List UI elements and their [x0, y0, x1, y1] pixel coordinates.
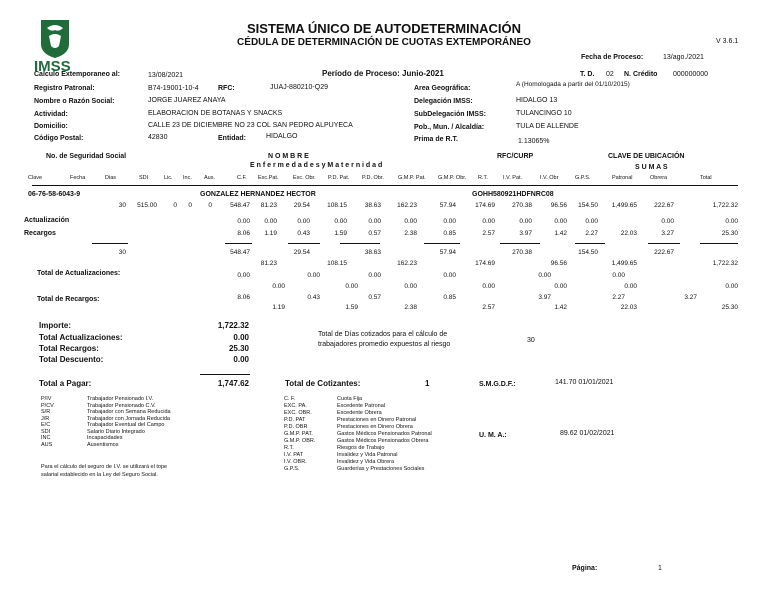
recargo-cell: 25.30 [721, 230, 738, 237]
column-header: R.T. [478, 175, 488, 181]
total-cell: 1,499.65 [611, 260, 637, 267]
legend-desc: Guarderías y Prestaciones Sociales [337, 466, 425, 472]
legend-code: P/IV [41, 396, 52, 402]
total-actualizaciones-label: Total de Actualizaciones: [37, 270, 121, 277]
cp-label: Código Postal: [34, 135, 84, 142]
legend-desc: Gastos Médicos Pensionados Patronal [337, 431, 432, 437]
actividad-label: Actividad: [34, 111, 68, 118]
total-act-cell: 0.00 [482, 283, 495, 290]
total-rec-cell: 2.27 [612, 294, 625, 301]
total-pagar-label: Total a Pagar: [39, 379, 92, 388]
total-act-cell: 0.00 [368, 272, 381, 279]
subtotal-rule [700, 243, 738, 244]
total-act-cell: 0.00 [345, 283, 358, 290]
total-act-cell: 0.00 [237, 272, 250, 279]
legend-code: R.T. [284, 445, 294, 451]
column-header: Patronal [612, 175, 633, 181]
legend-desc: Invalidez y Vida Patronal [337, 452, 398, 458]
column-header: Fecha [70, 175, 86, 181]
cell-value: 0 [188, 202, 192, 209]
cell-value: 0 [208, 202, 212, 209]
total-rec-cell: 0.85 [443, 294, 456, 301]
nombre-label: Nombre o Razón Social: [34, 98, 115, 105]
legend-desc: Trabajador Eventual del Campo [87, 422, 165, 428]
legend-code: INC [41, 435, 51, 441]
entidad-label: Entidad: [218, 135, 246, 142]
version: V 3.6.1 [716, 38, 739, 45]
column-header: Exc.Pat. [258, 175, 279, 181]
actualizacion-cell: 0.00 [404, 218, 417, 225]
total-cotizantes-label: Total de Cotizantes: [285, 379, 361, 388]
cp-value: 42830 [148, 134, 168, 141]
total-cell: 174.69 [475, 260, 495, 267]
column-header: Dias [105, 175, 117, 181]
total-cell: 96.56 [550, 260, 567, 267]
subtotal-rule [500, 243, 540, 244]
clave-header: CLAVE DE UBICACIÓN [608, 153, 685, 160]
cell-value: 515.00 [137, 202, 157, 209]
total-rec-cell: 3.97 [538, 294, 551, 301]
actualizacion-cell: 0.00 [725, 218, 738, 225]
total-act-cell: 0.00 [538, 272, 551, 279]
total-dias: 30 [118, 249, 126, 256]
legend-code: G.M.P. OBR. [284, 438, 316, 444]
legend-desc: Prestaciones en Dinero Patronal [337, 417, 417, 423]
legend-code: AUS [41, 441, 53, 448]
cell-value: 1,722.32 [712, 202, 738, 209]
recargo-cell: 8.06 [237, 230, 250, 237]
importe-label: Importe: [39, 321, 71, 330]
total-rec-cell: 8.06 [237, 294, 250, 301]
legend-desc: Invalidez y Vida Obrera [337, 459, 395, 465]
legend-desc: Salario Diario Integrado [87, 428, 145, 435]
column-header: G.M.P. Pat. [398, 175, 426, 181]
uma-label: U. M. A.: [479, 432, 507, 439]
total-act-value: 0.00 [233, 333, 249, 342]
column-header: I.V. Obr [540, 175, 559, 181]
cell-value: 174.69 [475, 202, 495, 209]
dias-cotizados-value: 30 [527, 337, 535, 344]
column-header: P.D. Pat. [328, 175, 350, 181]
recargo-cell: 3.27 [661, 230, 674, 237]
actualizacion-cell: 0.00 [264, 218, 277, 225]
actualizacion-cell: 0.00 [661, 218, 674, 225]
legend-desc: Excedente Obrera [337, 410, 382, 416]
total-cotizantes-value: 1 [425, 379, 430, 388]
worker-name: GONZALEZ HERNANDEZ HECTOR [200, 191, 316, 198]
nombre-header: N O M B R E [268, 153, 309, 160]
uma-value: 89.62 01/02/2021 [560, 430, 615, 437]
subtotal-rule [92, 243, 128, 244]
subtotal-rule [424, 243, 460, 244]
enfermedades-header: E n f e r m e d a d e s y M a t e r n i d a d [250, 162, 383, 169]
total-rec-cell: 3.27 [684, 294, 697, 301]
recargo-cell: 1.19 [264, 230, 277, 237]
sumas-header: S U M A S [635, 164, 668, 171]
total-rec-cell: 22.03 [620, 304, 637, 311]
recargo-cell: 2.27 [585, 230, 598, 237]
legend-code: J/R [41, 415, 50, 422]
actualizacion-cell: 0.00 [297, 218, 310, 225]
cell-value: 96.56 [550, 202, 567, 209]
rfc-value: JUAJ-880210-Q29 [270, 84, 328, 91]
page-title: SISTEMA ÚNICO DE AUTODETERMINACIÓN [247, 21, 521, 36]
column-header: Clave [28, 175, 43, 181]
legend-code: SDI [41, 428, 51, 435]
legend-code: C. F. [284, 396, 296, 402]
rfc-curp-header: RFC/CURP [497, 153, 534, 160]
total-rec-label: Total Recargos: [39, 344, 99, 353]
cell-value: 0 [173, 202, 177, 209]
recargo-cell: 2.38 [404, 230, 417, 237]
delegacion-label: Delegación IMSS: [414, 98, 473, 105]
cell-value: 548.47 [230, 202, 250, 209]
legend-code: S/R [41, 409, 51, 415]
legend-desc: Cuota Fija [337, 396, 363, 402]
subdelegacion-label: SubDelegación IMSS: [414, 111, 486, 118]
total-cell: 162.23 [397, 260, 417, 267]
legend-code: G.P.S. [284, 466, 300, 472]
cell-value: 162.23 [397, 202, 417, 209]
pob-label: Pob., Mun. / Alcaldía: [414, 124, 485, 131]
actualizacion-cell: 0.00 [554, 218, 567, 225]
iv-note-2: salarial establecido en la Ley del Seguro Social. [41, 472, 158, 478]
legend-desc: Trabajador Pensionado I.V. [87, 396, 154, 402]
recargo-cell: 2.57 [482, 230, 495, 237]
header-divider [32, 185, 738, 186]
pagina-value: 1 [658, 565, 662, 572]
pagina-label: Página: [572, 565, 598, 572]
recargo-cell: 0.57 [368, 230, 381, 237]
legend-code: E/C [41, 422, 51, 428]
entidad-value: HIDALGO [266, 133, 298, 140]
total-cell: 81.23 [260, 260, 277, 267]
column-header: Lic. [164, 175, 173, 181]
area-value: A (Homologada a partir del 01/10/2015) [516, 81, 630, 88]
total-cell: 57.94 [439, 249, 456, 256]
total-act-cell: 0.00 [554, 283, 567, 290]
actualizacion-cell: 0.00 [519, 218, 532, 225]
total-act-cell: 0.00 [624, 283, 637, 290]
prima-value: 1.13065% [518, 138, 550, 145]
recargos-label: Recargos [24, 230, 56, 237]
td-value: 02 [606, 71, 614, 78]
total-rec-cell: 1.59 [345, 304, 358, 311]
legend-code: EXC. PA. [284, 403, 307, 409]
actualizacion-cell: 0.00 [585, 218, 598, 225]
column-header: I.V. Pat. [503, 175, 523, 181]
column-header: Total [700, 175, 712, 181]
fecha-proceso: 13/ago./2021 [663, 54, 704, 61]
legend-desc: Ausentismos [87, 441, 119, 448]
nombre-value: JORGE JUAREZ ANAYA [148, 97, 226, 104]
subdelegacion-value: TULANCINGO 10 [516, 110, 572, 117]
registro-label: Registro Patronal: [34, 85, 95, 92]
nss-header: No. de Seguridad Social [46, 153, 127, 160]
td-label: T. D. [580, 71, 595, 78]
actividad-value: ELABORACION DE BOTANAS Y SNACKS [148, 110, 283, 117]
legend-desc: Excedente Patronal [337, 403, 386, 409]
column-header: G.M.P. Obr. [438, 175, 467, 181]
total-rec-cell: 2.57 [482, 304, 495, 311]
total-act-cell: 0.00 [725, 283, 738, 290]
credito-value: 000000000 [673, 71, 709, 78]
total-act-cell: 0.00 [272, 283, 285, 290]
cell-value: 29.54 [293, 202, 310, 209]
total-act-cell: 0.00 [443, 272, 456, 279]
legend-desc: Trabajador Pensionado C.V. [87, 402, 156, 409]
recargo-cell: 0.43 [297, 230, 310, 237]
column-header: Exc. Obr. [293, 175, 316, 181]
column-header: Inc. [183, 175, 192, 181]
smgdf-value: 141.70 01/01/2021 [555, 379, 614, 386]
legend-code: G.M.P. PAT. [284, 431, 313, 437]
cell-value: 30 [118, 202, 126, 209]
total-cell: 222.67 [654, 249, 674, 256]
prima-label: Prima de R.T. [414, 136, 458, 143]
total-rec-cell: 0.43 [307, 294, 320, 301]
total-cell: 108.15 [327, 260, 347, 267]
cell-value: 57.94 [439, 202, 456, 209]
actualizacion-label: Actualización [24, 217, 70, 224]
total-rec-cell: 0.57 [368, 294, 381, 301]
column-header: G.P.S. [575, 175, 591, 181]
legend-desc: Trabajador con Jornada Reducida [87, 415, 170, 422]
recargo-cell: 1.59 [334, 230, 347, 237]
subtotal-rule [340, 243, 380, 244]
total-rec-cell: 2.38 [404, 304, 417, 311]
actualizacion-cell: 0.00 [334, 218, 347, 225]
domicilio-value: CALLE 23 DE DICIEMBRE NO 23 COL SAN PEDRO ALPUYECA [148, 122, 353, 129]
column-header: Obrera [650, 175, 668, 181]
actualizacion-cell: 0.00 [368, 218, 381, 225]
iv-note-1: Para el cálculo del seguro de I.V. se utilizará el tope [41, 464, 168, 470]
fecha-proceso-label: Fecha de Proceso: [581, 54, 644, 61]
total-act-cell: 0.00 [307, 272, 320, 279]
column-header: SDI [139, 175, 149, 181]
legend-desc: Trabajador con Semana Reducida [87, 409, 171, 415]
legend-desc: Incapacidades [87, 435, 123, 441]
rfc-label: RFC: [218, 85, 235, 92]
total-act-label: Total Actualizaciones: [39, 333, 123, 342]
actualizacion-cell: 0.00 [443, 218, 456, 225]
worker-curp: GOHH580921HDFNRC08 [472, 191, 554, 198]
subtotal-rule [575, 243, 605, 244]
legend-desc: Riesgos de Trabajo [337, 445, 385, 451]
total-rec-cell: 25.30 [721, 304, 738, 311]
actualizacion-cell: 0.00 [237, 218, 250, 225]
legend-code: I.V. OBR. [284, 459, 307, 465]
subtotal-rule [288, 243, 320, 244]
total-recargos-label: Total de Recargos: [37, 296, 100, 303]
total-rec-value: 25.30 [228, 344, 249, 353]
total-act-cell: 0.00 [404, 283, 417, 290]
legend-code: I.V. PAT [284, 452, 304, 458]
column-header: P.D. Obr. [362, 175, 384, 181]
legend-code: P/CV [41, 402, 54, 409]
subtotal-rule [648, 243, 680, 244]
legend-desc: Prestaciones en Dinero Obrera [337, 424, 413, 430]
cell-value: 38.63 [364, 202, 381, 209]
total-rule [200, 374, 250, 375]
dias-cotizados-text-2: trabajadores promedio expuestos al riesgo [318, 341, 451, 348]
cell-value: 108.15 [327, 202, 347, 209]
calculo-value: 13/08/2021 [148, 72, 184, 79]
periodo-proceso: Período de Proceso: Junio-2021 [322, 69, 444, 78]
cell-value: 154.50 [578, 202, 598, 209]
total-cell: 29.54 [293, 249, 310, 256]
total-rec-cell: 1.42 [554, 304, 567, 311]
column-header: Aus. [204, 175, 216, 181]
legend-code: P.D. PAT [284, 417, 306, 423]
page-subtitle: CÉDULA DE DETERMINACIÓN DE CUOTAS EXTEMPORÁNEO [237, 37, 531, 48]
dias-cotizados-text-1: Total de Días cotizados para el cálculo de [318, 331, 448, 338]
cell-value: 81.23 [260, 202, 277, 209]
total-cell: 1,722.32 [712, 260, 738, 267]
area-label: Area Geográfica: [414, 85, 471, 92]
total-cell: 154.50 [578, 249, 598, 256]
domicilio-label: Domicilio: [34, 123, 68, 130]
worker-nss: 06-76-58-6043-9 [28, 191, 81, 198]
total-cell: 548.47 [230, 249, 250, 256]
total-pagar-value: 1,747.62 [217, 379, 249, 388]
total-cell: 270.38 [512, 249, 532, 256]
cell-value: 270.38 [512, 202, 532, 209]
total-desc-value: 0.00 [233, 355, 249, 364]
calculo-label: Calculo Extemporaneo al: [34, 71, 120, 78]
cell-value: 222.67 [654, 202, 674, 209]
legend-desc: Gastos Médicos Pensionados Obrera [337, 438, 429, 444]
recargo-cell: 0.85 [443, 230, 456, 237]
pob-value: TULA DE ALLENDE [516, 123, 579, 130]
column-header: C.F. [237, 175, 247, 181]
importe-value: 1,722.32 [217, 321, 249, 330]
total-desc-label: Total Descuento: [39, 355, 104, 364]
recargo-cell: 22.03 [620, 230, 637, 237]
cell-value: 1,499.65 [611, 202, 637, 209]
delegacion-value: HIDALGO 13 [516, 97, 558, 104]
legend-code: P.D. OBR [284, 424, 308, 430]
actualizacion-cell: 0.00 [482, 218, 495, 225]
subtotal-rule [225, 243, 252, 244]
credito-label: N. Crédito [624, 71, 658, 78]
total-rec-cell: 1.19 [272, 304, 285, 311]
imss-logo-text: IMSS [34, 58, 71, 75]
recargo-cell: 1.42 [554, 230, 567, 237]
registro-value: B74-19001-10-4 [148, 85, 199, 92]
total-cell: 38.63 [364, 249, 381, 256]
total-act-cell: 0.00 [612, 272, 625, 279]
smgdf-label: S.M.G.D.F.: [479, 381, 516, 388]
legend-code: EXC. OBR. [284, 410, 312, 416]
recargo-cell: 3.97 [519, 230, 532, 237]
